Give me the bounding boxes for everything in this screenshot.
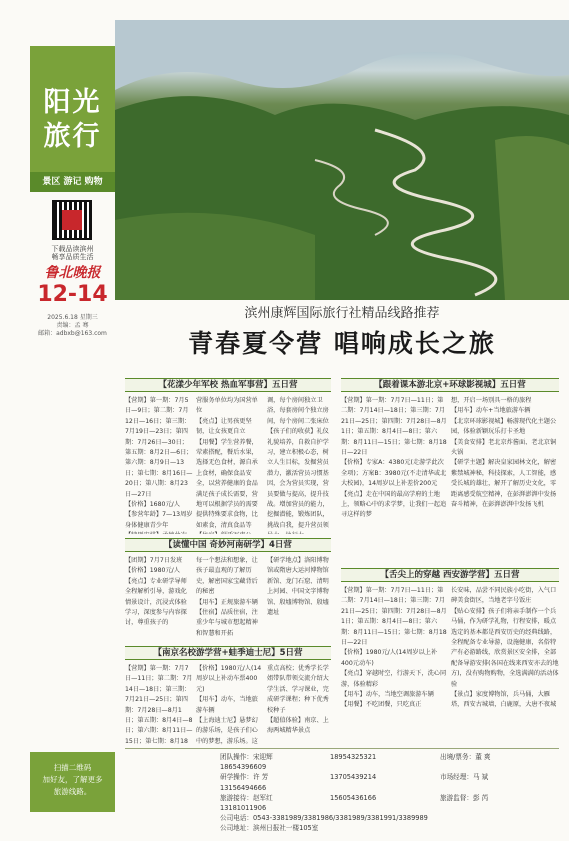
qr-logo-icon bbox=[62, 210, 82, 230]
scan-line-1: 扫描二维码 bbox=[53, 763, 92, 772]
section-xian-col-2: 长安味，品尝不同民族小吃街，入气口碑美食街区，当地老字号饭庄 【贴心安排】孩子们将亲手制作一个兵马俑，作为研学礼物，行程安排，暖点选定的基本都是西安历史的经典线路，全程配备专业导游，设施健康，名俗特产有必游路线，欣赏景区安全排，全部配备导游安排(各国在线来西安亦去的地方)，没有购物购物，全选满满的活动体验 【景点】家度博物馆，兵马俑，大雁塔，西安古城墙，白鹿原，大唐不夜城 bbox=[451, 587, 559, 709]
section-henan-col-1: 【团期】7月7日发班 【价格】1980元/人 【亮点】专业研学导师全程解析引导，游戏化情景设计，沉浸式体验学习，深度参与内容探讨，尊重孩子的 bbox=[125, 557, 187, 627]
section-henan-col-3: 【研学地点】洛阳博物馆或隋唐大运河博物馆新馆、龙门石窟、清明上河园、中国文字博物馆、殷墟博物馆、殷墟遗址 bbox=[267, 557, 329, 617]
section-title-nanjing: 【南京名校游学营+蛙季迪士尼】5日营 bbox=[125, 646, 331, 660]
qr-caption-2: 畅享品质生活 bbox=[51, 253, 94, 261]
section-nanjing-col-2: 【价格】1980元/人(14周岁以上补动车票400元) 【用车】动车，当地旅游车辆 【上海迪士尼】悬梦幻的游乐场，是孩子们心中的梦想，游乐场。这 bbox=[196, 665, 262, 745]
page-range: 12-14 bbox=[37, 282, 108, 307]
contact-row-2 bbox=[220, 772, 560, 792]
brand-line-2: 旅行 bbox=[43, 121, 102, 152]
section-title-beijing: 【跟着课本游北京+环球影视城】五日营 bbox=[341, 378, 559, 392]
contact-block bbox=[220, 752, 560, 834]
contact-label: 旅游接待：赵军红 bbox=[220, 793, 273, 802]
section-title-henan: 【读懂中国 奇妙河南研学】4日营 bbox=[125, 538, 331, 552]
section-military-col-2: 营服务单位均为国营单位 【亮点】让男孩更坚韧，让女孩更自立 【用餐】学生营养餐，荤素搭配，餐后水果，选择无色食材，源自承上食材，确保食品安全，以营养健康的食品满足孩子成长需要，营地可以根据学员的需要提供特殊要求食物，比如素食，清真食品等 bbox=[196, 397, 258, 529]
section-beijing-col-2: 想，开启一场别具一格的旅程 【用车】动车+当地旅游车辆 【北京环球影视城】畅游现代化主题公园，体验新颖玩乐打卡圣地 【美食安排】老北京炸酱面、老北京铜火锅 【研学主题】解决皇家园林文化，解密紫禁城神秘，科技探索，人工智能，感受长城的雄壮，解开了解历史文化，零距离感受航空精神，在彭湃澎湃中发扬奋斗精神，在彭湃澎湃中发扬飞机 bbox=[451, 397, 557, 509]
headline-title: 青春夏令营 唱响成长之旅 bbox=[188, 329, 496, 358]
hero-mountain-photo bbox=[115, 20, 569, 300]
contact-row-1 bbox=[220, 752, 560, 772]
contact-label: 旅游监督：彭 芮 bbox=[440, 793, 489, 802]
section-title-military: 【花漾少年军校 热血军事营】五日营 bbox=[125, 378, 331, 392]
contact-label: 市场经理：马 斌 bbox=[440, 773, 489, 782]
company-address: 公司地址：滨州日报社一楼105室 bbox=[220, 824, 319, 833]
contact-phone[interactable]: 13181011906 bbox=[220, 804, 267, 813]
scan-line-2: 加好友，了解更多 bbox=[42, 775, 103, 784]
contact-phone[interactable]: 15605436166 bbox=[330, 793, 377, 802]
section-xian-col-1: 【营期】第一期：7月7日—11日；第二期：7月14日—18日；第三期：7月21日—25日；第四期：7月28日—8月1日；第五期：8月4日—8日；第六期：8月11日—15日；第七期：8月18日—22日 【价格】1980元/人(14周岁以上补400元动车) 【亮点】穿越时空，行游天下，洗心同游，体验精彩 【用车】动车，当地空调旅游车辆 【用餐】不吃团餐，只吃真正 bbox=[341, 587, 447, 709]
section-beijing-col-1: 【营期】第一期：7月7日—11日；第二期：7月14日—18日；第三期：7月21日—25日；第四期：7月28日—8月1日；第五期：8月4日—8日；第六期：8月11日—15日；第七期：8月18日—22日 【价格】专家A：4380元(走游学此次全项)；方案B：3980元(不走清华或北大校园)，14周岁以上补差价200元 【亮点】走在中国的最高学府的土地上，领略心中的求学梦，让我们一起追寻这样的梦 bbox=[341, 397, 447, 519]
contact-phone[interactable]: 13156494666 bbox=[220, 783, 267, 792]
scan-line-3: 旅游线路。 bbox=[53, 787, 92, 796]
newspaper-name: 鲁北晚报 bbox=[44, 265, 101, 281]
issue-date: 2025.6.18 星期三 bbox=[47, 314, 98, 321]
contact-phone[interactable]: 18654396609 bbox=[220, 763, 267, 772]
brand-map-banner bbox=[30, 46, 115, 86]
email: 邮箱：adbxb@163.com bbox=[38, 330, 107, 337]
section-military-col-1: 【营期】第一期：7月5日—9日；第二期：7月12日—16日；第三期：7月19日—23日；第四期：7月26日—30日；第五期：8月2日—6日；第六期：8月9日—13日；第七期：8月16日—20日；第八期：8月23日—27日 【价格】1680元/人 【参营年龄】7—13周岁身体健康青少年 bbox=[125, 397, 193, 529]
section-nanjing-col-1: 【营期】第一期：7月7日—11日；第二期：7月14日—18日；第三期：7月21日—25日；第四期：7月28日—8月1日；第五期：8月4日—8日；第六期：8月11日—15日；第七期：8月18 bbox=[125, 665, 193, 745]
section-henan-col-2: 每一个想法和想象，让孩子最直观的了解历史，解密国家宝藏背后的秘密 【用车】正规旅游车辆 【住宿】品质住宿，注重少年与城市想起精神和智慧和开拓 bbox=[196, 557, 258, 637]
contact-label: 出境/票务：董 爽 bbox=[440, 753, 491, 761]
section-logo bbox=[30, 86, 115, 172]
brand-subtitle: 景区 游记 购物 bbox=[30, 172, 115, 192]
contact-label: 研学操作：许 芳 bbox=[220, 773, 269, 782]
editor: 责编：孟 骞 bbox=[56, 322, 89, 329]
contact-phone[interactable]: 18954325321 bbox=[330, 753, 377, 761]
contact-row-3 bbox=[220, 793, 560, 813]
brand-line-1: 阳光 bbox=[43, 87, 102, 118]
contact-phone[interactable]: 13705439214 bbox=[330, 773, 377, 782]
section-military-col-3: 调，每个房间独立卫浴，每套房间个独立房间，每个房间二张床位 【孩子们的收获】礼仪礼貌培养，自救自护学习，建立积极心态，树立人生目标，发掘营员潜力，激活营员习惯基因，会为营员实现，营员要做与提高，提升技战。增加营员的能力，挖掘潜能，锻炼团队，挑战自我，提升营员领 bbox=[267, 397, 329, 529]
contact-label: 团队操作：宋迎辉 bbox=[220, 753, 273, 761]
headline-subtitle: 滨州康辉国际旅行社精品线路推荐 bbox=[244, 306, 440, 321]
scan-qr-box[interactable] bbox=[30, 752, 115, 812]
section-title-xian: 【舌尖上的穿越 西安游学营】五日营 bbox=[341, 568, 559, 582]
footer-divider bbox=[125, 748, 559, 749]
qr-caption-1: 下载品读滨州 bbox=[51, 245, 94, 253]
company-phone: 公司电话：0543-3381989/3381986/3381989/3381991/3389989 bbox=[220, 814, 428, 823]
section-nanjing-col-3: 重点高校；优秀学长学姐带队带领交流介绍大学生活、学习课业，完成研学课程；种下优秀校种子 【超值体验】南京、上海两城精华景点 bbox=[267, 665, 329, 735]
